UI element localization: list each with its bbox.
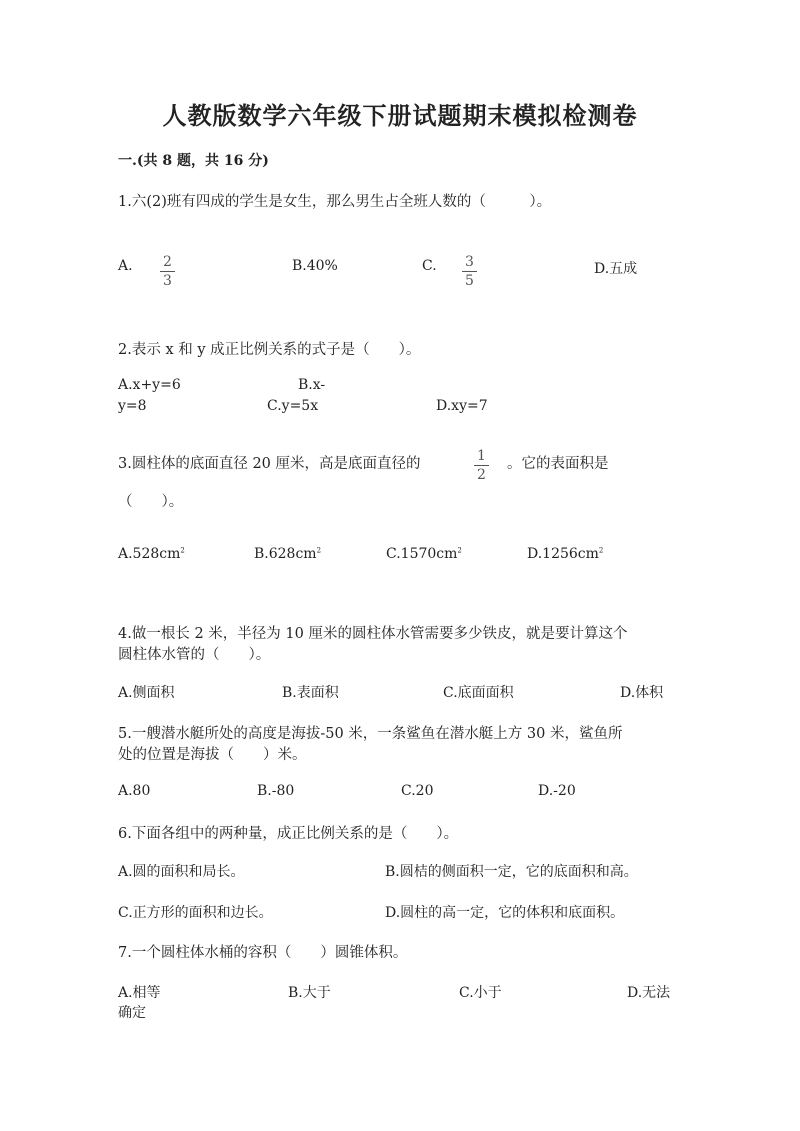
q2-option-a: A.x+y=6 (118, 377, 181, 393)
q1-option-a-fraction (160, 251, 175, 288)
q5-option-c: C.20 (401, 783, 434, 799)
q5-option-a: A.80 (118, 783, 151, 799)
q2-option-d: D.xy=7 (436, 398, 488, 414)
q3-option-b: $B.628cm^2$ (254, 546, 322, 562)
page-title: 人教版数学六年级下册试题期末模拟检测卷 (162, 101, 638, 130)
q4-option-b: B.表面积 (282, 685, 339, 701)
q2-option-b-part2: y=8 (118, 398, 147, 414)
q6-option-c: C.正方形的面积和边长。 (118, 905, 273, 921)
question-5-line-1: 5.一艘潜水艇所处的高度是海拔-50 米，一条鲨鱼在潜水艇上方 30 米，鲨鱼所 (118, 726, 623, 742)
q7-option-a: A.相等 (118, 985, 161, 1001)
q7-option-d-part1: D.无法 (627, 985, 671, 1001)
question-3-text-before: 3.圆柱体的底面直径 20 厘米，高是底面直径的 (118, 456, 421, 472)
q4-option-d: D.体积 (620, 685, 664, 701)
question-4-line-1: 4.做一根长 2 米，半径为 10 厘米的圆柱体水管需要多少铁皮，就是要计算这个 (118, 626, 628, 642)
q6-option-a: A.圆的面积和局长。 (118, 864, 245, 880)
question-3-text-after: 。它的表面积是 (507, 456, 609, 472)
q3-fraction (474, 445, 489, 482)
q7-option-c: C.小于 (459, 985, 502, 1001)
fraction-denominator: 5 (465, 273, 474, 289)
fraction-numerator: 3 (462, 255, 477, 272)
fraction-denominator: 2 (477, 467, 486, 483)
q4-option-a: A.侧面积 (118, 685, 175, 701)
q6-option-b: B.圆桔的侧面积一定，它的底面积和高。 (385, 864, 638, 880)
q1-option-c-fraction (462, 251, 477, 288)
question-1-text: 1.六(2)班有四成的学生是女生，那么男生占全班人数的（ ）。 (118, 194, 552, 210)
q6-option-d: D.圆柱的高一定，它的体积和底面积。 (385, 905, 625, 921)
fraction-numerator: 1 (474, 449, 489, 466)
q2-option-c: C.y=5x (267, 398, 319, 414)
q3-option-a: $A.528cm^2$ (118, 546, 185, 562)
q3-option-c: $C.1570cm^2$ (386, 546, 462, 562)
q1-option-d: D.五成 (594, 261, 638, 277)
q3-option-d: $D.1256cm^2$ (527, 546, 604, 562)
q4-option-c: C.底面面积 (443, 685, 514, 701)
question-4-line-2: 圆柱体水管的（ ）。 (118, 647, 271, 663)
question-7-text: 7.一个圆柱体水桶的容积（ ）圆锥体积。 (118, 945, 408, 961)
q1-option-b: B.40% (292, 258, 338, 274)
q2-option-b-part1: B.x- (298, 377, 326, 393)
question-6-text: 6.下面各组中的两种量，成正比例关系的是（ ）。 (118, 826, 459, 842)
question-2-text: 2.表示 x 和 y 成正比例关系的式子是（ ）。 (118, 342, 421, 358)
fraction-numerator: 2 (160, 255, 175, 272)
q7-option-d-part2: 确定 (118, 1005, 146, 1021)
fraction-denominator: 3 (163, 273, 172, 289)
section-heading: 一.(共 8 题，共 16 分) (118, 153, 269, 169)
q1-option-c-label: C. (422, 258, 437, 274)
question-5-line-2: 处的位置是海拔（ ）米。 (118, 747, 307, 763)
q1-option-a-label: A. (118, 258, 133, 274)
q5-option-b: B.-80 (257, 783, 295, 799)
q7-option-b: B.大于 (288, 985, 331, 1001)
q5-option-d: D.-20 (538, 783, 576, 799)
question-3-blank: （ ）。 (118, 494, 184, 510)
